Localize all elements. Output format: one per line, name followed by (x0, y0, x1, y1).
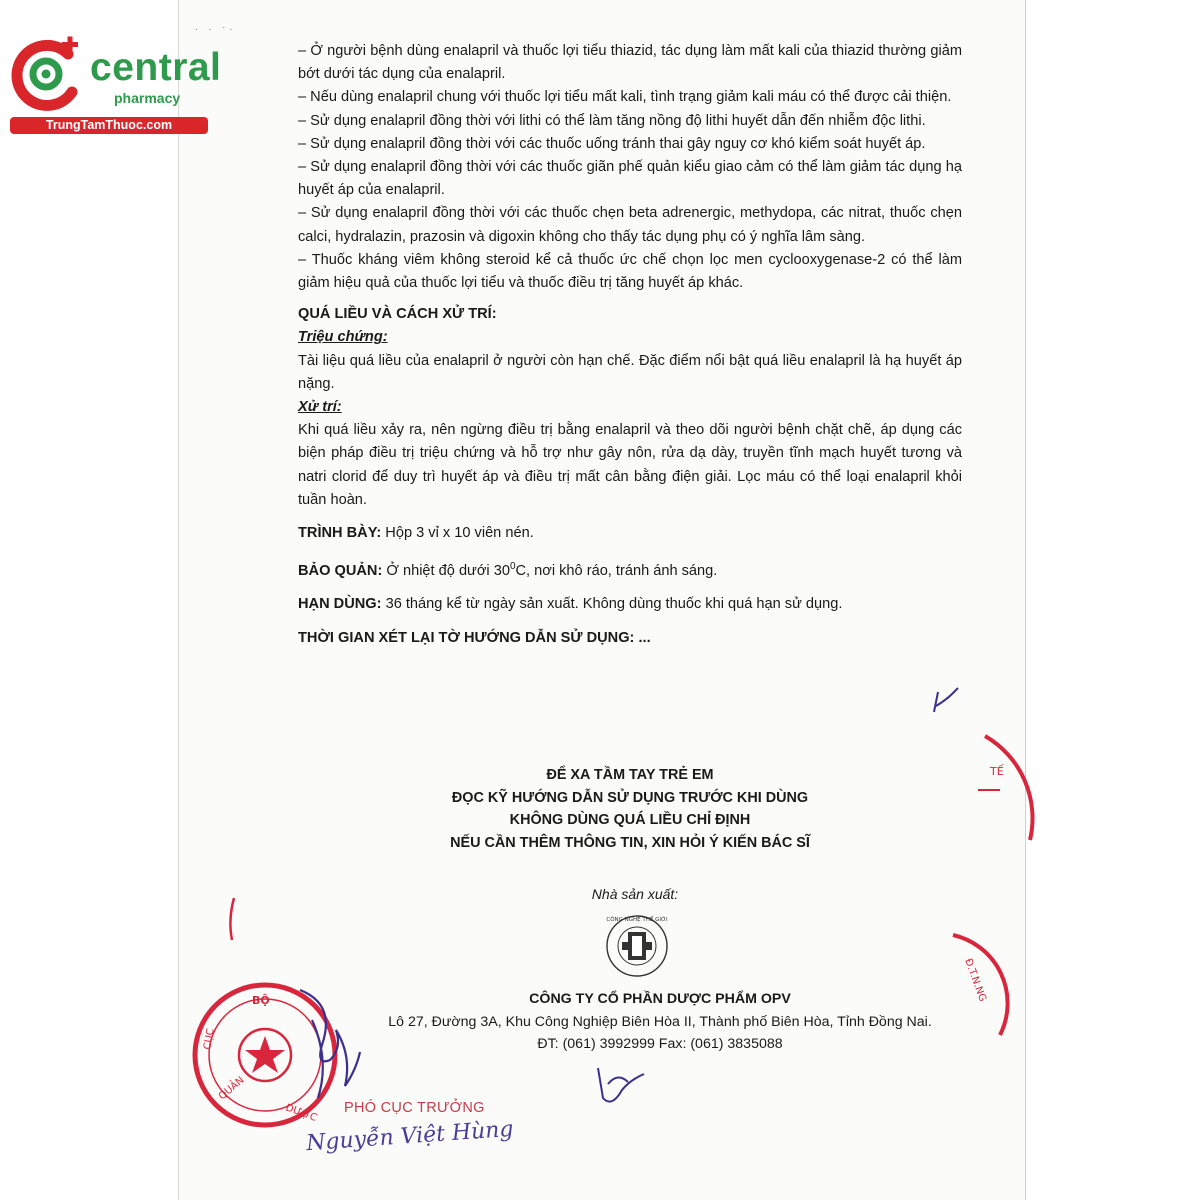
interaction-item: – Sử dụng enalapril đồng thời với các thuốc chẹn beta adrenergic, methydopa, các nitrat, thuốc chẹn calci, hydralazin, prazosin và digoxin không cho thấy tác dụng phụ có ý nghĩa lâm sàng. (298, 205, 962, 245)
svg-text:QUẢN: QUẢN (216, 1074, 247, 1103)
svg-text:DƯỢC: DƯỢC (283, 1102, 319, 1124)
expiry-label: HẠN DÙNG: (298, 596, 382, 613)
approver-signature-name: Nguyễn Việt Hùng (305, 1116, 515, 1157)
brand-subtitle: pharmacy (114, 90, 181, 106)
interaction-item: – Sử dụng enalapril đồng thời với các thuốc uống tránh thai gây nguy cơ khó kiểm soát huyết áp. (298, 135, 926, 152)
interaction-item: – Sử dụng enalapril đồng thời với lithi có thể làm tăng nồng độ lithi huyết dẫn đến nhiễm độc lithi. (298, 112, 926, 129)
storage-value-after: C, nơi khô ráo, tránh ánh sáng. (515, 563, 718, 580)
warning-line: KHÔNG DÙNG QUÁ LIỀU CHỈ ĐỊNH (509, 812, 751, 829)
storage-value-before: Ở nhiệt độ dưới 30 (386, 563, 510, 580)
expiry-value: 36 tháng kể từ ngày sản xuất. Không dùng thuốc khi quá hạn sử dụng. (385, 596, 843, 613)
company-address: Lô 27, Đường 3A, Khu Công Nghiệp Biên Hòa II, Thành phố Biên Hòa, Tỉnh Đồng Nai. (388, 1013, 932, 1030)
interaction-item: – Sử dụng enalapril đồng thời với các thuốc giãn phế quản kiểu giao cảm có thể làm giảm tác dụng hạ huyết áp của enalapril. (298, 159, 962, 199)
approval-stamp (195, 985, 335, 1125)
manufacturer-label: Nhà sản xuất: (591, 886, 679, 902)
svg-text:BỘ: BỘ (252, 994, 270, 1007)
interaction-item: – Ở người bệnh dùng enalapril và thuốc lợi tiểu thiazid, tác dụng làm mất kali của thiazid thường giảm bớt dưới tác dụng của enalapril. (298, 43, 962, 83)
approver-title: PHÓ CỤC TRƯỞNG (344, 1100, 485, 1116)
company-name: CÔNG TY CỔ PHẦN DƯỢC PHẨM OPV (529, 991, 791, 1007)
manufacturer-seal-icon (606, 915, 668, 976)
scan-marks: . . ·. (195, 22, 237, 33)
storage-label: BẢO QUẢN: (298, 563, 383, 580)
svg-text:CÔNG NGHỆ THẾ GIỚI: CÔNG NGHỆ THẾ GIỚI (606, 917, 668, 923)
warning-line: ĐỂ XA TẦM TAY TRẺ EM (546, 767, 714, 783)
presentation-label: TRÌNH BÀY: (298, 525, 382, 542)
svg-text:Đ.T.N.NG: Đ.T.N.NG (962, 957, 988, 1004)
interaction-item: – Nếu dùng enalapril chung với thuốc lợi tiểu mất kali, tình trạng giảm kali máu có thể được cải thiện. (298, 89, 952, 106)
symptoms-label: Triệu chứng: (298, 329, 388, 346)
initials-mark (934, 688, 958, 712)
partial-stamp-right (978, 736, 1033, 840)
overdose-heading: QUÁ LIỀU VÀ CÁCH XỬ TRÍ: (298, 306, 497, 323)
brand-name: central (90, 46, 222, 89)
stamp-fragment (230, 898, 234, 940)
company-phone: ĐT: (061) 3992999 Fax: (061) 3835088 (537, 1036, 783, 1053)
initials-mark (598, 1068, 644, 1102)
storage-degree: 0 (509, 561, 516, 573)
treatment-label: Xử trí: (298, 399, 342, 416)
site-url[interactable]: TrungTamThuoc.com (10, 117, 208, 134)
warning-line: NẾU CẦN THÊM THÔNG TIN, XIN HỎI Ý KIẾN BÁC SĨ (450, 834, 810, 851)
presentation-value: Hộp 3 vỉ x 10 viên nén. (385, 525, 534, 542)
partial-stamp-far-right (953, 935, 1008, 1035)
review-label: THỜI GIAN XÉT LẠI TỜ HƯỚNG DẪN SỬ DỤNG: ... (298, 629, 651, 646)
interaction-item: – Thuốc kháng viêm không steroid kể cả thuốc ức chế chọn lọc men cyclooxygenase-2 có thể làm giảm hiệu quả của thuốc lợi tiểu và thuốc điều trị tăng huyết áp khác. (298, 251, 962, 292)
svg-text:TẾ: TẾ (990, 765, 1004, 778)
svg-text:CỤC: CỤC (202, 1027, 217, 1051)
treatment-text: Khi quá liều xảy ra, nên ngừng điều trị bằng enalapril và theo dõi người bệnh chặt chẽ, áp dụng các biện pháp điều trị triệu chứng và hỗ trợ như gây nôn, rửa dạ dày, truyền tĩnh mạch huyết tương và natri clorid để duy trì huyết áp và điều trị mất cân bằng điện giải. Lọc máu có thể loại enalapril khỏi tuần hoàn. (298, 422, 962, 508)
warning-line: ĐỌC KỸ HƯỚNG DẪN SỬ DỤNG TRƯỚC KHI DÙNG (451, 789, 809, 806)
symptoms-text: Tài liệu quá liều của enalapril ở người còn hạn chế. Đặc điểm nổi bật quá liều enalapril là hạ huyết áp nặng. (298, 352, 962, 392)
